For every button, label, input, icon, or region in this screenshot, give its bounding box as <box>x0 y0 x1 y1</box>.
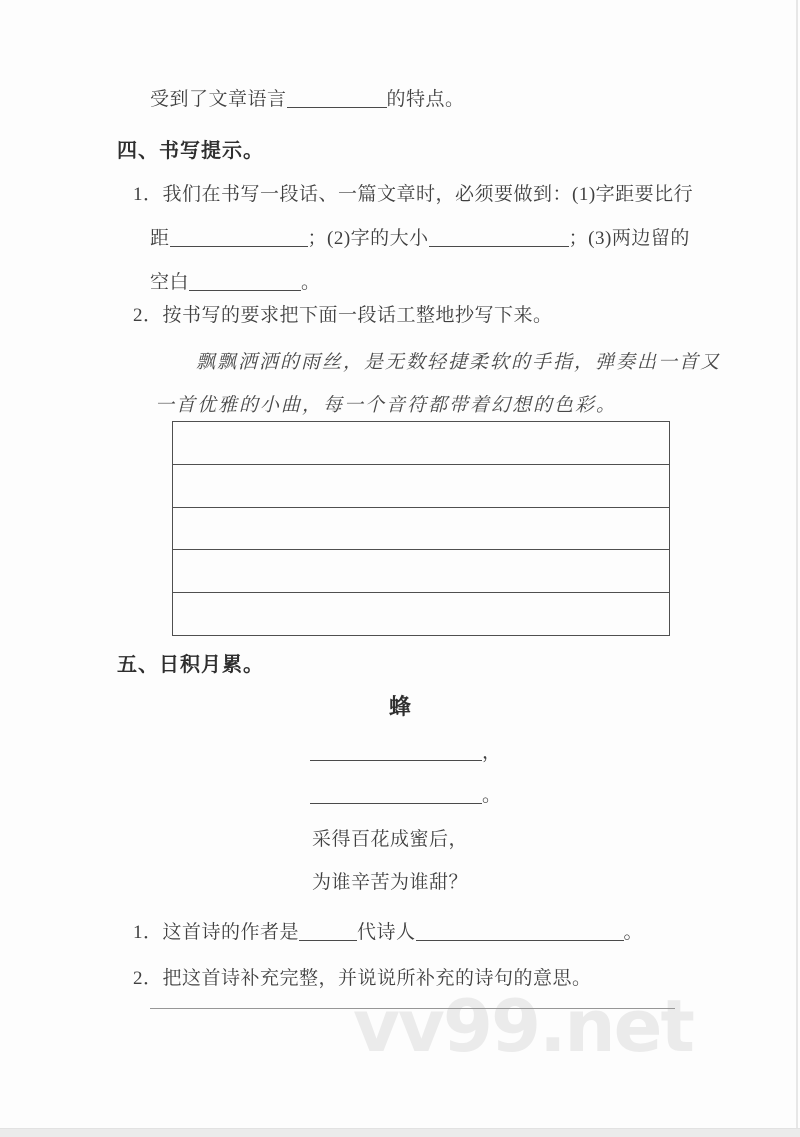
section5-item1 <box>133 917 643 944</box>
text-segment: ， <box>482 742 502 763</box>
copy-practice-grid <box>172 421 670 636</box>
fill-in-blank <box>310 787 482 804</box>
copy-grid-row <box>173 593 669 635</box>
copy-grid-row <box>173 508 669 551</box>
page-right-edge <box>796 0 798 1129</box>
fill-in-blank <box>287 91 387 108</box>
section5-item2: 2．把这首诗补充完整，并说说所补充的诗句的意思。 <box>133 968 592 989</box>
poem-line2-blank <box>310 780 502 807</box>
section4-heading: 四、书写提示。 <box>117 140 264 162</box>
poem-line3 <box>312 824 468 851</box>
text-segment: 代诗人 <box>357 922 416 943</box>
page-bottom-edge <box>0 1128 800 1137</box>
text-segment: ；(3)两边留的 <box>568 228 690 249</box>
fill-in-blank <box>429 230 569 247</box>
fill-in-blank <box>416 924 624 941</box>
text-segment: 1．我们在书写一段话、一篇文章时，必须要做到：(1)字距要比行 <box>133 184 694 205</box>
poem-line1-blank <box>310 737 502 764</box>
copy-passage-line1: 飘飘洒洒的雨丝，是无数轻捷柔软的手指，弹奏出一首又 <box>196 352 722 373</box>
watermark: vv99.net <box>353 984 693 1068</box>
poem-line4 <box>312 867 468 894</box>
copy-grid-row <box>173 422 669 465</box>
text-segment: 空白 <box>150 272 190 293</box>
text-segment: 1．这首诗的作者是 <box>133 922 300 943</box>
section4-item1-line1 <box>133 179 693 206</box>
section4-item1-line3 <box>150 267 321 294</box>
text-segment: 的特点。 <box>386 89 465 110</box>
text-segment: 采得百花成蜜后， <box>312 829 469 850</box>
fill-in-blank <box>310 744 482 761</box>
fill-in-blank <box>189 274 301 291</box>
intro-sentence <box>150 84 465 111</box>
text-segment: 。 <box>301 272 321 293</box>
section4-item1-line2 <box>150 223 690 250</box>
text-segment: ；(2)字的大小 <box>307 228 429 249</box>
copy-grid-row <box>173 550 669 593</box>
fill-in-blank <box>299 924 357 941</box>
answer-blank-line <box>150 1008 675 1009</box>
text-segment: 受到了文章语言 <box>150 89 287 110</box>
copy-grid-row <box>173 465 669 508</box>
text-segment: 。 <box>482 785 502 806</box>
text-segment: 为谁辛苦为谁甜？ <box>312 872 469 893</box>
fill-in-blank <box>170 230 308 247</box>
text-segment: 距 <box>150 228 170 249</box>
section5-heading: 五、日积月累。 <box>117 654 264 676</box>
copy-passage-line2: 一首优雅的小曲，每一个音符都带着幻想的色彩。 <box>155 395 618 416</box>
poem-title: 蜂 <box>388 694 411 719</box>
text-segment: 。 <box>623 922 644 943</box>
section4-item2: 2．按书写的要求把下面一段话工整地抄写下来。 <box>133 305 553 326</box>
